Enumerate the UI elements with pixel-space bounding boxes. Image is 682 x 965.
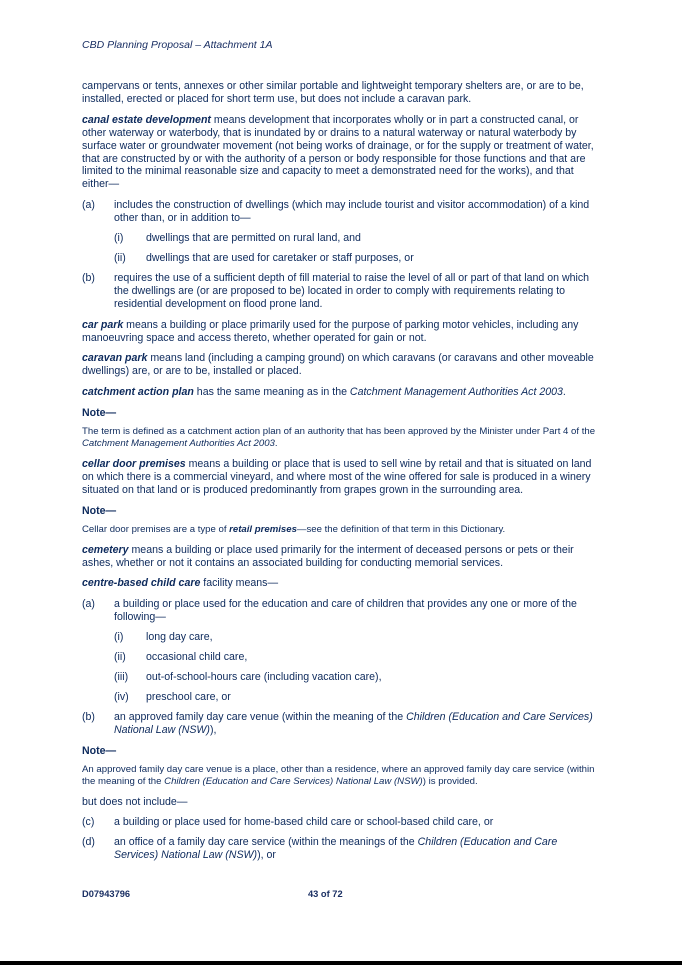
sub-list-item <box>114 671 598 684</box>
act-name: Catchment Management Authorities Act 2003 <box>349 386 563 399</box>
item-text: long day care, <box>146 631 213 644</box>
bottom-border <box>0 961 682 965</box>
item-label: (b) <box>82 271 95 284</box>
definition-cemetery <box>82 544 598 570</box>
defined-term: canal estate development <box>82 113 211 126</box>
definition-text: means land (including a camping ground) on which caravans (or caravans and other moveable dwellings) are, or are to be, installed or placed. <box>82 352 594 378</box>
definition-caravan-park <box>82 352 598 378</box>
dictionary-content <box>82 80 598 869</box>
item-text: out-of-school-hours care (including vacation care), <box>146 671 382 683</box>
sub-list-item <box>114 651 598 664</box>
item-body: an approved family day care venue (within the meaning of the <box>114 710 407 723</box>
list-item <box>82 711 598 737</box>
list-item <box>82 199 598 225</box>
item-label: (d) <box>82 836 95 849</box>
defined-term: centre-based child care <box>82 577 201 590</box>
act-name: Catchment Management Authorities Act 2003 <box>82 438 275 450</box>
note-term: retail premises <box>229 523 297 535</box>
item-end: ), or <box>257 849 276 862</box>
act-name: Children (Education and Care Services) National Law (NSW) <box>164 775 423 787</box>
sub-list-item <box>114 252 598 265</box>
document-id: D07943796 <box>82 889 131 899</box>
note-end: —see the definition of that term in this Dictionary. <box>296 523 506 535</box>
item-text: a building or place used for the education and care of children that provides any one or more of the following— <box>114 598 577 624</box>
item-label: (a) <box>82 199 95 212</box>
definition-catchment-action-plan <box>82 386 598 399</box>
list-item <box>82 816 598 829</box>
item-text: a building or place used for home-based child care or school-based child care, or <box>114 816 494 829</box>
definition-canal-estate <box>82 114 598 191</box>
note-end: . <box>274 438 278 450</box>
act-name: Children (Education and Care Services) National Law (NSW) <box>114 710 593 736</box>
defined-term: cellar door premises <box>82 458 186 471</box>
sub-list-item <box>114 232 598 245</box>
page-header: CBD Planning Proposal – Attachment 1A <box>82 39 273 51</box>
item-text: dwellings that are used for caretaker or staff purposes, or <box>146 251 414 264</box>
item-text: requires the use of a sufficient depth of fill material to raise the level of all or part of that land on which the dwellings are (or are proposed to be) located in order to comply with requirements relating to residential development on flood prone land. <box>114 271 590 310</box>
item-label: (ii) <box>114 651 126 664</box>
definition-text: means a building or place used primarily for the interment of deceased persons or pets or their ashes, whether or not it contains an associated building for conducting memorial services. <box>82 543 574 569</box>
definition-text: means a building or place primarily used for the purpose of parking motor vehicles, including any manoeuvring space and access thereto, whether operated for gain or not. <box>82 318 579 344</box>
item-text: includes the construction of dwellings (which may include tourist and visitor accommodation) of a kind other than, or in addition to— <box>114 199 590 225</box>
item-text: preschool care, or <box>146 690 231 703</box>
paragraph-continuation: campervans or tents, annexes or other similar portable and lightweight temporary shelters are, or are to be, installed, erected or placed for short term use, but does not include a caravan park. <box>82 80 584 105</box>
note-body: The term is defined as a catchment action plan of an authority that has been approved by the Minister under Part 4 of the <box>82 426 596 438</box>
note-end: ) is provided. <box>422 775 478 787</box>
definition-text: means a building or place that is used to sell wine by retail and that is situated on land on which there is a commercial vineyard, and where most of the wine offered for sale is produced in a winery situated on that land or is produced predominantly from grapes grown in the surrounding area. <box>82 458 592 496</box>
item-text <box>114 711 598 737</box>
list-item <box>82 272 598 311</box>
note-heading: Note— <box>82 504 117 517</box>
note-heading: Note— <box>82 407 117 420</box>
note-body: Cellar door premises are a type of <box>82 523 230 535</box>
note-heading: Note— <box>82 744 117 757</box>
item-text: dwellings that are permitted on rural land, and <box>146 232 361 245</box>
definition-cellar-door <box>82 458 598 497</box>
sub-list-item <box>114 631 598 644</box>
definition-centre-based-child-care <box>82 577 598 590</box>
item-label: (i) <box>114 232 124 245</box>
item-text <box>114 836 598 862</box>
note-body: An approved family day care venue is a place, other than a residence, where an approved family day care service (within the meaning of the <box>82 763 595 787</box>
item-label: (ii) <box>114 251 126 264</box>
definition-text: facility means— <box>200 577 279 590</box>
note-text <box>82 524 598 536</box>
definition-end: . <box>562 386 566 399</box>
item-label: (c) <box>82 816 95 829</box>
defined-term: car park <box>82 318 124 331</box>
note-text <box>82 764 598 788</box>
item-end: ), <box>209 723 217 736</box>
item-text: occasional child care, <box>146 651 248 664</box>
item-body: an office of a family day care service (within the meanings of the <box>114 836 418 849</box>
definition-car-park <box>82 319 598 345</box>
note-text <box>82 426 598 450</box>
defined-term: caravan park <box>82 352 148 365</box>
exclusion-intro: but does not include— <box>82 795 188 808</box>
defined-term: catchment action plan <box>82 386 194 399</box>
defined-term: cemetery <box>82 543 129 556</box>
item-label: (iii) <box>114 671 129 683</box>
list-item <box>82 836 598 862</box>
definition-text: means development that incorporates wholly or in part a constructed canal, or other waterway or waterbody, that is inundated by or drains to a natural waterway or natural waterbody by surface water or groundwater movement (not being works of drainage, or for the supply or treatment of water, that are constructed by or with the authority of a person or body responsible for those functions and that are limited to the minimal reasonable size and capacity to meet a demonstrated need for the works), and that either— <box>82 113 594 191</box>
item-label: (iv) <box>114 690 129 703</box>
list-item <box>82 598 598 624</box>
item-label: (b) <box>82 710 95 723</box>
act-name: Children (Education and Care Services) National Law (NSW) <box>114 836 558 862</box>
item-label: (i) <box>114 631 124 644</box>
definition-text: has the same meaning as in the <box>193 386 350 399</box>
sub-list-item <box>114 691 598 704</box>
page-number: 43 of 72 <box>308 889 343 899</box>
item-label: (a) <box>82 598 95 611</box>
